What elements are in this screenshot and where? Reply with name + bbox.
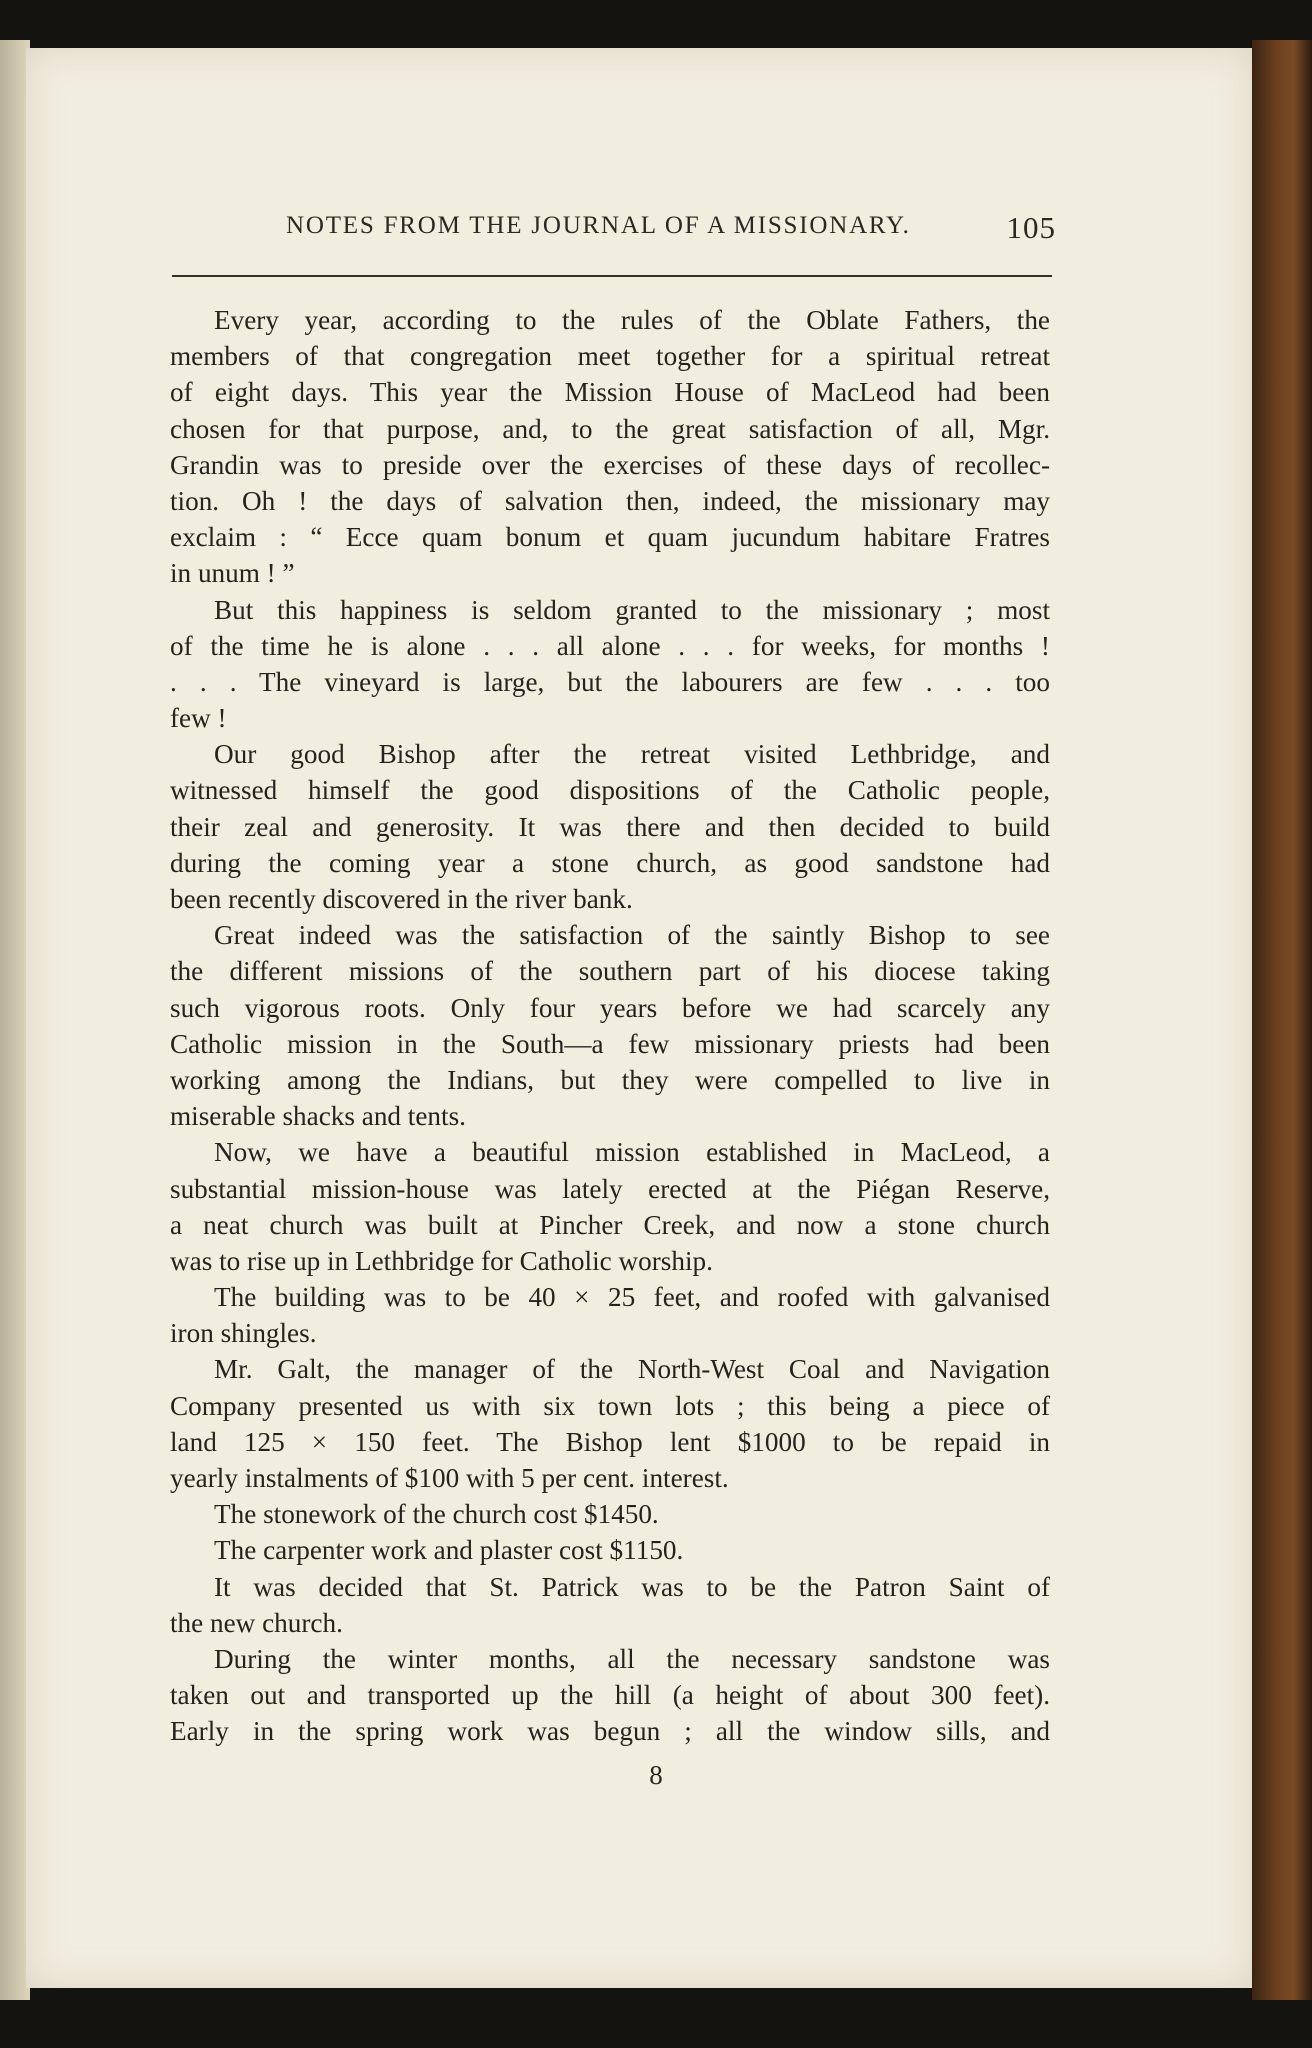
- body-text: [170, 302, 1050, 1750]
- text-line: a neat church was built at Pincher Creek, and now a stone church: [170, 1209, 1050, 1240]
- text-line: Now, we have a beautiful mission established in MacLeod, a: [214, 1137, 1050, 1168]
- text-line: chosen for that purpose, and, to the great satisfaction of all, Mgr.: [170, 413, 1050, 444]
- page-number: 105: [1006, 210, 1056, 245]
- text-line: Great indeed was the satisfaction of the saintly Bishop to see: [214, 920, 1050, 951]
- text-line: such vigorous roots. Only four years before we had scarcely any: [170, 992, 1050, 1023]
- text-line: members of that congregation meet together for a spiritual retreat: [170, 341, 1050, 372]
- text-line: . . . The vineyard is large, but the labourers are few . . . too: [170, 666, 1050, 697]
- text-line: in unum ! ”: [170, 558, 295, 589]
- text-line: substantial mission-house was lately erected at the Piégan Reserve,: [170, 1173, 1050, 1204]
- book-cover-edge: [1252, 40, 1312, 2000]
- running-title: NOTES FROM THE JOURNAL OF A MISSIONARY.: [286, 212, 911, 239]
- header-rule: [172, 275, 1052, 277]
- text-line: was to rise up in Lethbridge for Catholic worship.: [170, 1245, 713, 1276]
- text-line: taken out and transported up the hill (a height of about 300 feet).: [170, 1680, 1050, 1711]
- text-line: their zeal and generosity. It was there and then decided to build: [170, 811, 1050, 842]
- running-head: [286, 212, 1056, 252]
- text-line: exclaim : “ Ecce quam bonum et quam jucundum habitare Fratres: [170, 522, 1050, 553]
- text-line: During the winter months, all the necessary sandstone was: [214, 1643, 1050, 1674]
- text-line: Grandin was to preside over the exercises of these days of recollec-: [170, 449, 1050, 480]
- text-line: few !: [170, 703, 227, 734]
- text-line: But this happiness is seldom granted to the missionary ; most: [214, 594, 1050, 625]
- text-line: during the coming year a stone church, as good sandstone had: [170, 847, 1050, 878]
- text-line: land 125 × 150 feet. The Bishop lent $1000 to be repaid in: [170, 1426, 1050, 1457]
- text-line: Early in the spring work was begun ; all the window sills, and: [170, 1716, 1050, 1747]
- text-line: of eight days. This year the Mission House of MacLeod had been: [170, 377, 1050, 408]
- text-line: of the time he is alone . . . all alone . . . for weeks, for months !: [170, 630, 1050, 661]
- text-line: It was decided that St. Patrick was to be the Patron Saint of: [214, 1571, 1050, 1602]
- text-line: been recently discovered in the river bank.: [170, 884, 633, 914]
- text-line: yearly instalments of $100 with 5 per cent. interest.: [170, 1463, 729, 1493]
- text-line: working among the Indians, but they were compelled to live in: [170, 1064, 1050, 1095]
- text-line: The stonework of the church cost $1450.: [214, 1499, 659, 1530]
- text-line: the new church.: [170, 1607, 343, 1638]
- text-line: Company presented us with six town lots ; this being a piece of: [170, 1390, 1050, 1421]
- text-line: Every year, according to the rules of the Oblate Fathers, the: [214, 305, 1050, 335]
- text-line: Our good Bishop after the retreat visited Lethbridge, and: [214, 739, 1050, 770]
- text-line: The building was to be 40 × 25 feet, and roofed with galvanised: [214, 1282, 1050, 1313]
- text-line: witnessed himself the good dispositions of the Catholic people,: [170, 775, 1050, 806]
- text-line: miserable shacks and tents.: [170, 1101, 466, 1132]
- text-line: tion. Oh ! the days of salvation then, indeed, the missionary may: [170, 485, 1050, 516]
- signature-mark: 8: [649, 1760, 663, 1790]
- text-line: Catholic mission in the South—a few missionary priests had been: [170, 1028, 1050, 1059]
- text-line: iron shingles.: [170, 1318, 317, 1349]
- text-line: the different missions of the southern part of his diocese taking: [170, 956, 1050, 987]
- text-line: The carpenter work and plaster cost $1150.: [214, 1535, 684, 1566]
- text-line: Mr. Galt, the manager of the North-West Coal and Navigation: [214, 1354, 1050, 1385]
